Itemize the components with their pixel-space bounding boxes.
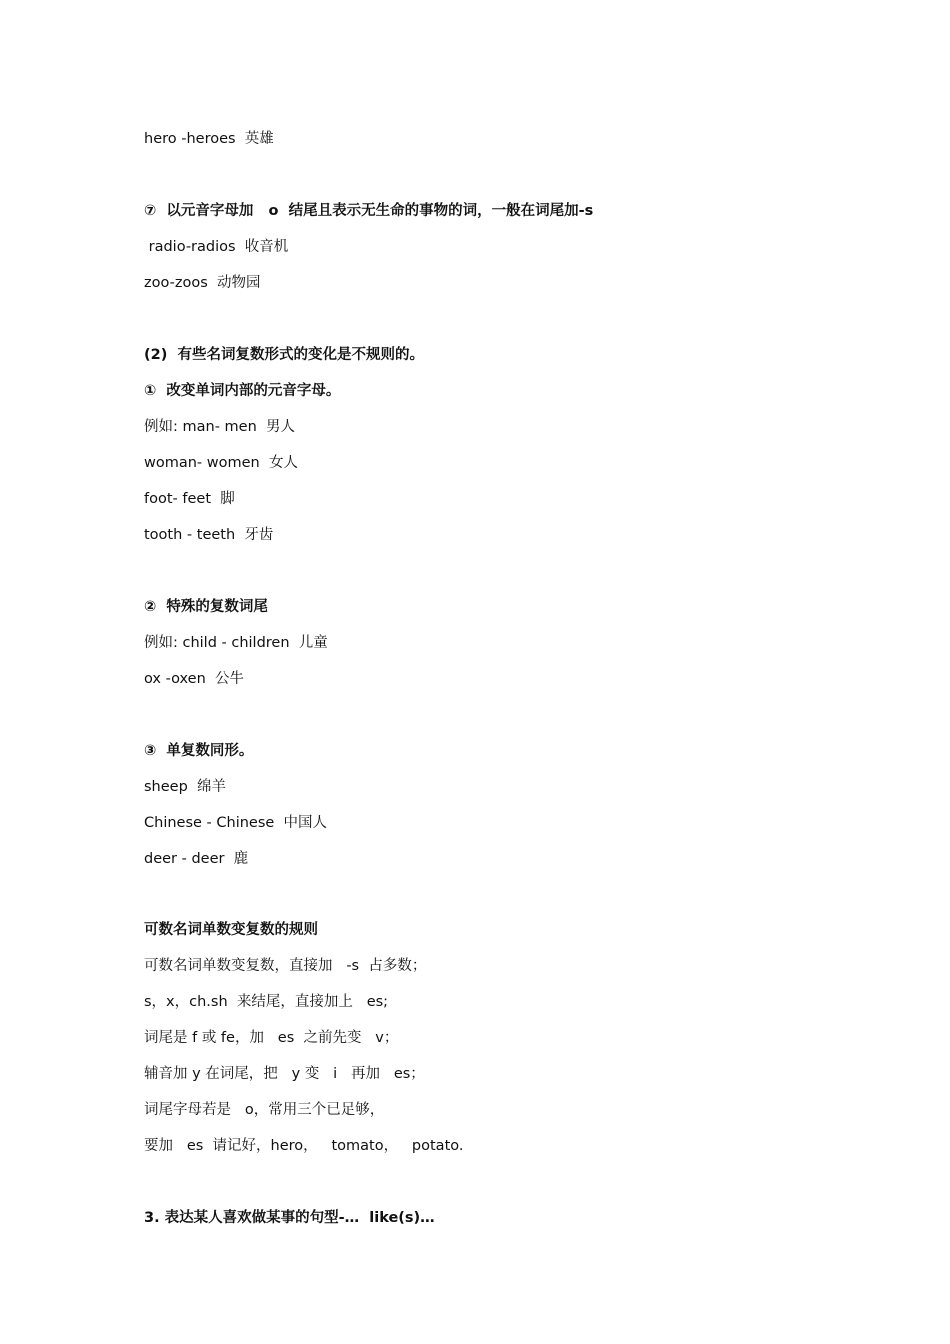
rule-7-heading: ⑦ 以元音字母加 o 结尾且表示无生命的事物的词，一般在词尾加-s [144,203,594,219]
example-sheep: sheep 绵羊 [144,779,227,795]
section-2-heading: (2) 有些名词复数形式的变化是不规则的。 [144,347,424,363]
example-radio-radios: radio-radios 收音机 [144,239,289,255]
example-deer: deer - deer 鹿 [144,851,249,867]
subsection-1-heading: ① 改变单词内部的元音字母。 [144,383,341,399]
example-zoo-zoos: zoo-zoos 动物园 [144,275,261,291]
example-hero-heroes: hero -heroes 英雄 [144,131,274,147]
subsection-2-heading: ② 特殊的复数词尾 [144,599,268,615]
rule-line-4: 辅音加 y 在词尾，把 y 变 i 再加 es； [144,1066,425,1082]
example-woman-women: woman- women 女人 [144,455,298,471]
example-tooth-teeth: tooth - teeth 牙齿 [144,527,274,543]
example-foot-feet: foot- feet 脚 [144,491,235,507]
section-3-heading: 3. 表达某人喜欢做某事的句型-… like(s)… [144,1210,435,1226]
subsection-3-heading: ③ 单复数同形。 [144,743,254,759]
rule-line-6: 要加 es 请记好，hero， tomato， potato. [144,1138,464,1154]
rule-line-1: 可数名词单数变复数，直接加 -s 占多数； [144,958,427,974]
example-chinese: Chinese - Chinese 中国人 [144,815,328,831]
example-child-children: 例如: child - children 儿童 [144,635,328,651]
rule-line-5: 词尾字母若是 o，常用三个已足够， [144,1102,385,1118]
example-ox-oxen: ox -oxen 公牛 [144,671,245,687]
rules-summary-heading: 可数名词单数变复数的规则 [144,922,318,938]
example-man-men: 例如: man- men 男人 [144,419,295,435]
rule-line-2: s，x，ch.sh 来结尾，直接加上 es; [144,994,389,1010]
rule-line-3: 词尾是 f 或 fe，加 es 之前先变 v； [144,1030,399,1046]
